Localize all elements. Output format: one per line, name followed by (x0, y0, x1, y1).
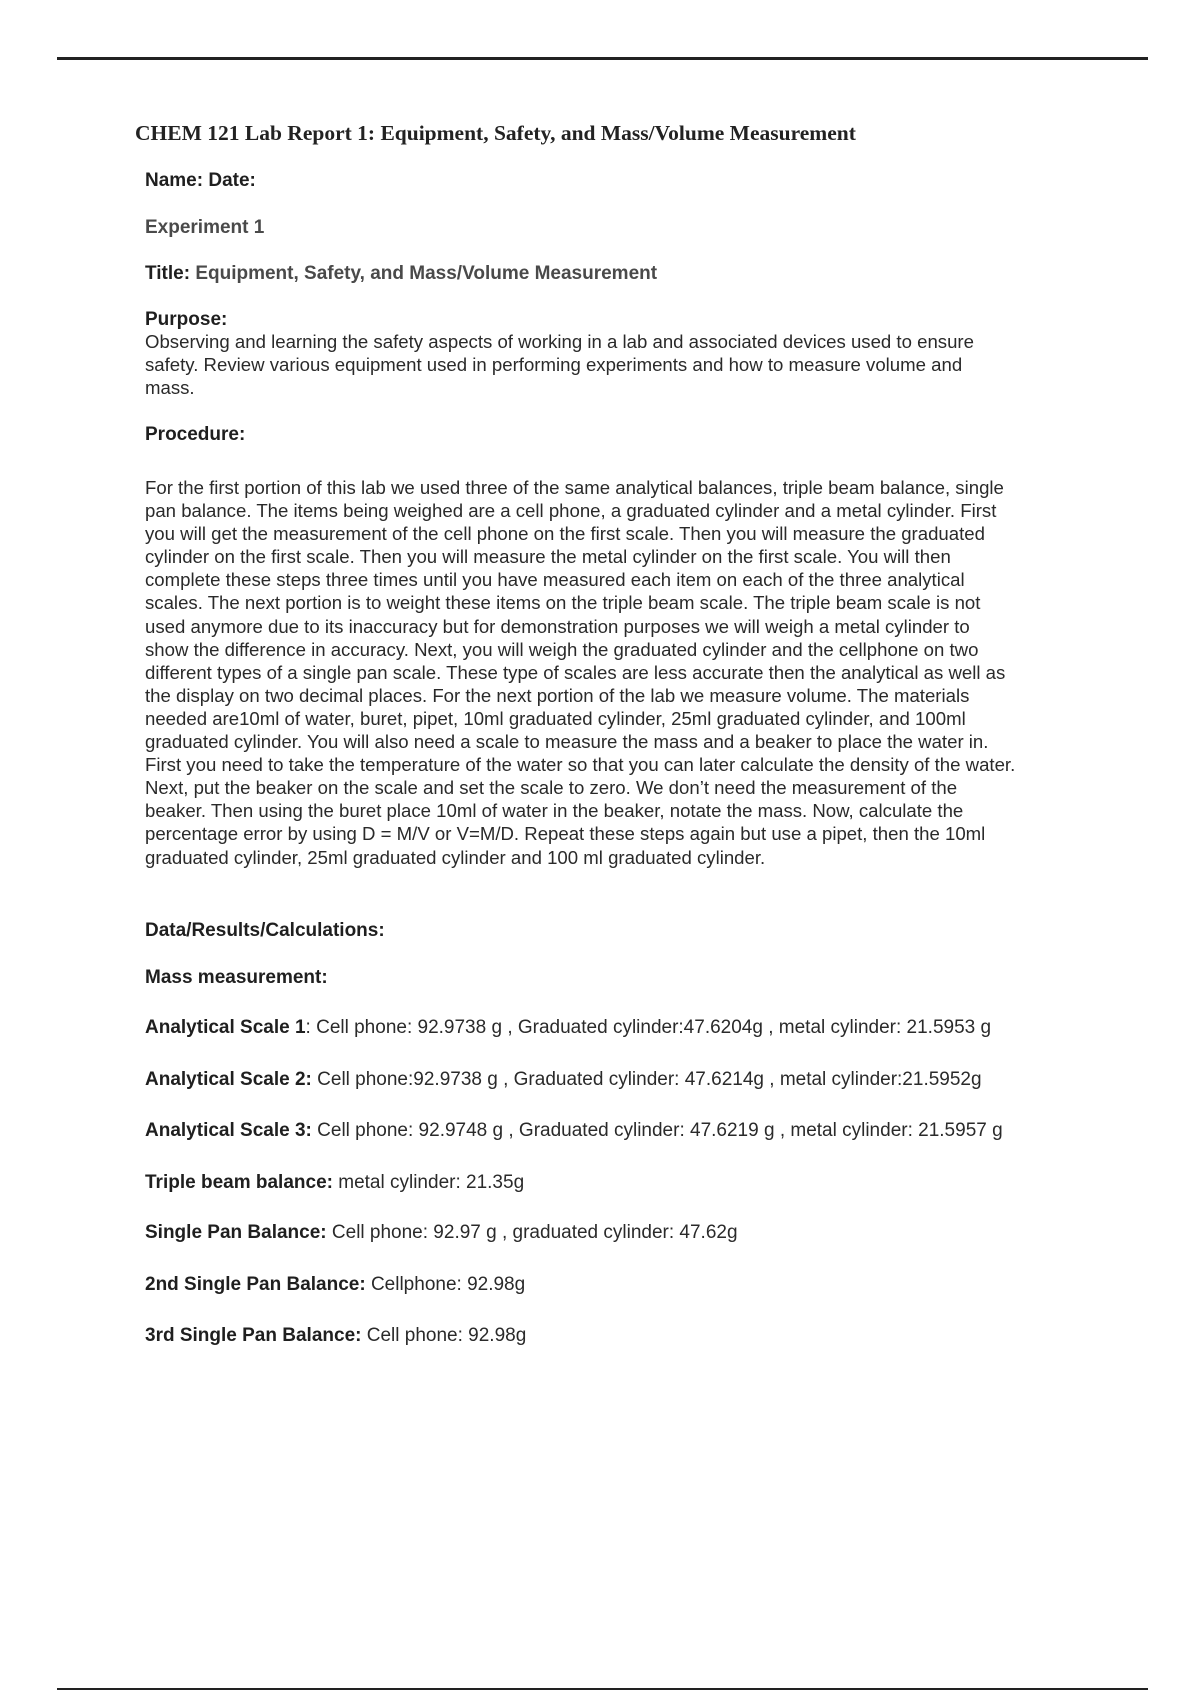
mass-heading (145, 966, 328, 989)
measurement-label: Single Pan Balance: (145, 1222, 327, 1243)
measurement-value: Cellphone: 92.98g (370, 1274, 526, 1295)
measurement-value: Cell phone: 92.9738 g , Graduated cylinder:47.6204g , metal cylinder: 21.5953 g (316, 1017, 992, 1038)
name-date-label: Name: Date: (145, 170, 256, 191)
data-heading (145, 919, 385, 942)
procedure-line: graduated cylinder, 25ml graduated cylinder and 100 ml graduated cylinder. (145, 846, 766, 868)
measurement-label: Triple beam balance: (145, 1172, 333, 1193)
procedure-line: cylinder on the first scale. Then you will measure the metal cylinder on the first scale. You will then (145, 546, 951, 568)
purpose-line: Observing and learning the safety aspects of working in a lab and associated devices used to ensure (145, 331, 974, 352)
procedure-line: percentage error by using D = M/V or V=M/D. Repeat these steps again but use a pipet, then the 10ml (145, 823, 986, 845)
procedure-paragraph (145, 476, 1015, 869)
measurement-value: metal cylinder: 21.35g (338, 1172, 525, 1193)
procedure-line: For the first portion of this lab we used three of the same analytical balances, triple beam balance, single (145, 477, 1004, 498)
procedure-line: different types of a single pan scale. These type of scales are less accurate then the analytical as well as (145, 661, 1006, 683)
purpose-line: safety. Review various equipment used in performing experiments and how to measure volume and (145, 354, 963, 376)
measurement-row (145, 1119, 1003, 1142)
measurement-row (145, 1324, 526, 1347)
title-line (145, 262, 657, 285)
procedure-line: pan balance. The items being weighed are a cell phone, a graduated cylinder and a metal cylinder. First (145, 500, 997, 522)
measurement-row (145, 1221, 738, 1244)
measurement-label: Analytical Scale 2: (145, 1069, 312, 1090)
measurement-label: 3rd Single Pan Balance: (145, 1325, 362, 1346)
title-value: Equipment, Safety, and Mass/Volume Measurement (190, 263, 658, 284)
document-title: CHEM 121 Lab Report 1: Equipment, Safety, and Mass/Volume Measurement (135, 121, 856, 145)
procedure-line: show the difference in accuracy. Next, you will weigh the graduated cylinder and the cellphone on two (145, 638, 979, 660)
procedure-line: complete these steps three times until you have measured each item on each of the three analytical (145, 569, 965, 591)
purpose-heading (145, 308, 227, 331)
measurement-row (145, 1273, 525, 1296)
measurement-row (145, 1016, 991, 1039)
procedure-heading-text: Procedure: (145, 424, 246, 445)
measurement-row (145, 1068, 982, 1091)
procedure-line: beaker. Then using the buret place 10ml of water in the beaker, notate the mass. Now, calculate the (145, 800, 964, 822)
procedure-line: Next, put the beaker on the scale and set the scale to zero. We don’t need the measurement of the (145, 777, 958, 799)
procedure-line: the display on two decimal places. For the next portion of the lab we measure volume. The materials (145, 684, 970, 706)
purpose-paragraph (145, 330, 974, 399)
procedure-line: used anymore due to its inaccuracy but for demonstration purposes we will weigh a metal cylinder to (145, 615, 970, 637)
mass-heading-text: Mass measurement: (145, 967, 328, 988)
data-heading-text: Data/Results/Calculations: (145, 920, 385, 941)
procedure-line: needed are10ml of water, buret, pipet, 10ml graduated cylinder, 25ml graduated cylinder, and 100ml (145, 707, 966, 729)
measurement-value: Cell phone: 92.9748 g , Graduated cylinder: 47.6219 g , metal cylinder: 21.5957 g (317, 1120, 1003, 1141)
purpose-heading-text: Purpose: (145, 309, 228, 330)
measurement-label: Analytical Scale 1 (145, 1017, 306, 1038)
procedure-line: scales. The next portion is to weight these items on the triple beam scale. The triple beam scale is not (145, 592, 981, 614)
purpose-line: mass. (145, 377, 195, 399)
name-date-line (145, 169, 256, 192)
measurement-row (145, 1171, 524, 1194)
top-rule (57, 57, 1148, 60)
measurement-value: Cell phone:92.9738 g , Graduated cylinder: 47.6214g , metal cylinder:21.5952g (317, 1069, 982, 1090)
measurement-value: Cell phone: 92.98g (366, 1325, 527, 1346)
procedure-line: you will get the measurement of the cell phone on the first scale. Then you will measure the graduated (145, 523, 985, 545)
measurement-label: 2nd Single Pan Balance: (145, 1274, 366, 1295)
title-label: Title: (145, 263, 191, 284)
measurement-value: Cell phone: 92.97 g , graduated cylinder: 47.62g (331, 1222, 738, 1243)
procedure-line: graduated cylinder. You will also need a scale to measure the mass and a beaker to place the water in. (145, 731, 989, 753)
experiment-label: Experiment 1 (145, 217, 265, 238)
procedure-line: First you need to take the temperature of the water so that you can later calculate the density of the water. (145, 754, 1016, 776)
measurement-separator: : (305, 1017, 317, 1038)
bottom-rule (57, 1688, 1148, 1690)
measurement-label: Analytical Scale 3: (145, 1120, 312, 1141)
procedure-heading (145, 423, 245, 446)
